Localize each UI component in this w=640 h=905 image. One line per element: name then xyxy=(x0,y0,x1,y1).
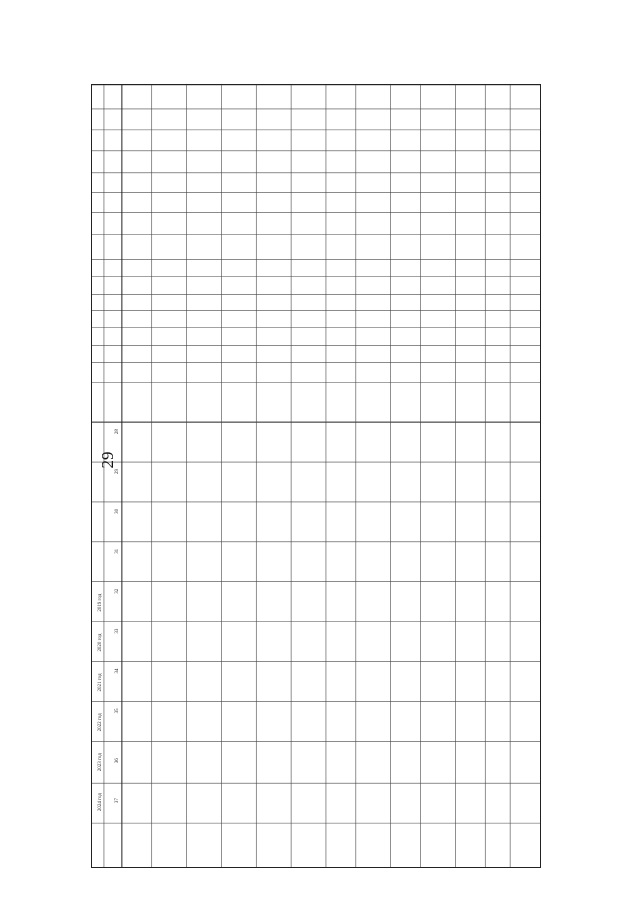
column-number: 28 xyxy=(114,429,120,435)
page-number: 29 xyxy=(98,451,117,469)
column-number: 37 xyxy=(114,798,120,804)
program-table xyxy=(91,84,541,868)
column-number: 30 xyxy=(114,508,120,514)
year-header: 2021 год xyxy=(97,673,103,692)
year-header: 2022 год xyxy=(97,713,103,732)
column-number: 33 xyxy=(114,628,120,634)
column-number: 31 xyxy=(114,548,120,554)
year-header: 2023 год xyxy=(97,753,103,772)
program-table-grid xyxy=(92,85,540,867)
year-header: 2024 год xyxy=(97,793,103,812)
column-number: 36 xyxy=(114,758,120,764)
column-number: 29 xyxy=(114,469,120,475)
column-number: 35 xyxy=(114,708,120,714)
column-number: 34 xyxy=(114,668,120,674)
column-number: 32 xyxy=(114,588,120,594)
year-header: 2020 год xyxy=(97,633,103,652)
year-header: 2019 год xyxy=(97,593,103,612)
